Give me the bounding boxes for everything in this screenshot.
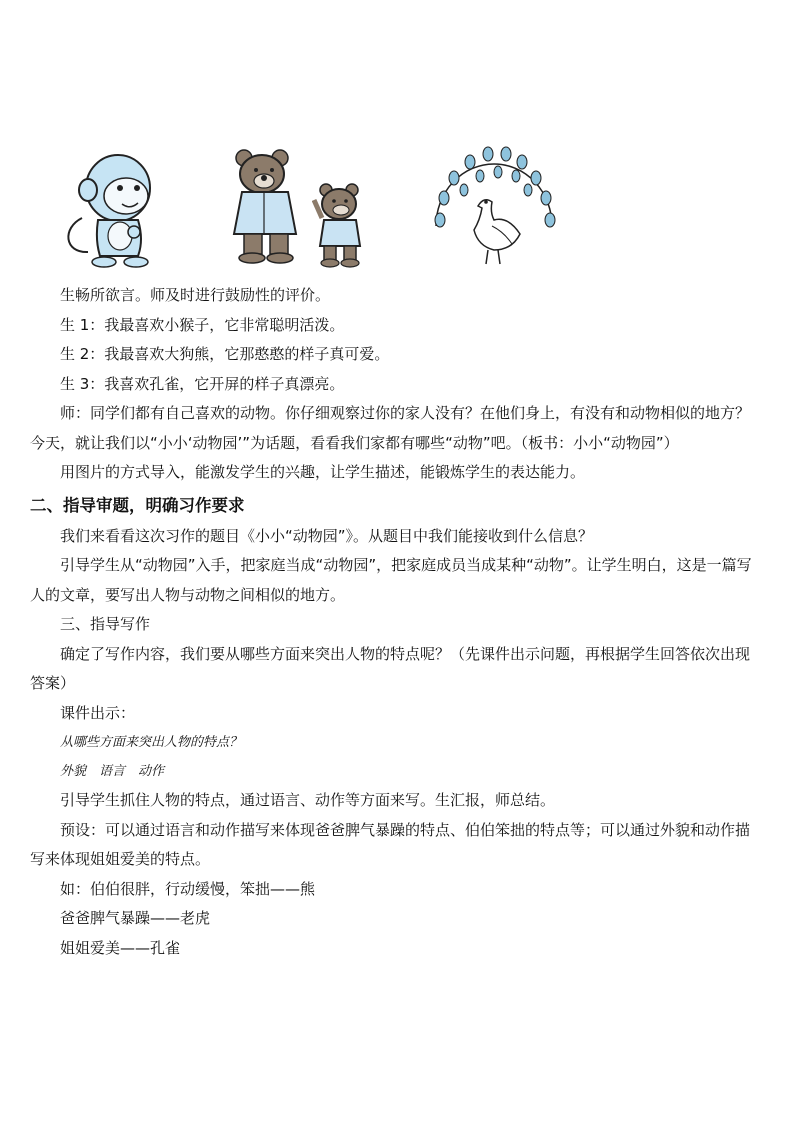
big-bear-illustration — [230, 148, 305, 266]
peacock-illustration — [428, 146, 560, 268]
paragraph: 师：同学们都有自己喜欢的动物。你仔细观察过你的家人没有？在他们身上，有没有和动物相似的地方？今天，就让我们以“小小‘动物园’”为话题，看看我们家都有哪些“动物”吧。（板书：小小“动物园”） — [30, 404, 751, 452]
paragraph: 爸爸脾气暴躁——老虎 — [60, 909, 211, 927]
paragraph: 预设：可以通过语言和动作描写来体现爸爸脾气暴躁的特点、伯伯笨拙的特点等；可以通过外貌和动作描写来体现姐姐爱美的特点。 — [30, 820, 751, 868]
section-heading: 二、指导审题，明确习作要求 — [30, 495, 245, 515]
slide-question: 从哪些方面来突出人物的特点？ — [60, 735, 243, 750]
paragraph: 如：伯伯很胖，行动缓慢，笨拙——熊 — [60, 879, 316, 898]
paragraph: 生 3：我喜欢孔雀，它开屏的样子真漂亮。 — [60, 374, 345, 393]
monkey-illustration — [60, 148, 170, 270]
paragraph: 确定了写作内容，我们要从哪些方面来突出人物的特点呢？（先课件出示问题，再根据学生回答依次出现答案） — [30, 644, 751, 692]
paragraph: 引导学生从“动物园”入手，把家庭当成“动物园”，把家庭成员当成某种“动物”。让学生明白，这是一篇写人的文章，要写出人物与动物之间相似的地方。 — [30, 556, 752, 604]
small-bear-illustration — [312, 180, 368, 270]
section-heading-inline: 三、指导写作 — [60, 615, 151, 633]
paragraph: 姐姐爱美——孔雀 — [60, 938, 181, 957]
paragraph: 生 2：我最喜欢大狗熊，它那憨憨的样子真可爱。 — [60, 345, 390, 363]
slide-answers: 外貌 语言 动作 — [60, 764, 165, 779]
paragraph: 用图片的方式导入，能激发学生的兴趣，让学生描述，能锻炼学生的表达能力。 — [60, 463, 586, 481]
paragraph: 生畅所欲言。师及时进行鼓励性的评价。 — [60, 286, 331, 304]
lesson-text — [30, 281, 760, 963]
illustration-row — [60, 148, 760, 273]
paragraph: 我们来看看这次习作的题目《小小“动物园”》。从题目中我们能接收到什么信息？ — [60, 526, 594, 545]
paragraph: 引导学生抓住人物的特点，通过语言、动作等方面来写。生汇报，师总结。 — [60, 791, 556, 809]
paragraph: 生 1：我最喜欢小猴子，它非常聪明活泼。 — [60, 315, 345, 334]
paragraph: 课件出示： — [60, 703, 136, 722]
